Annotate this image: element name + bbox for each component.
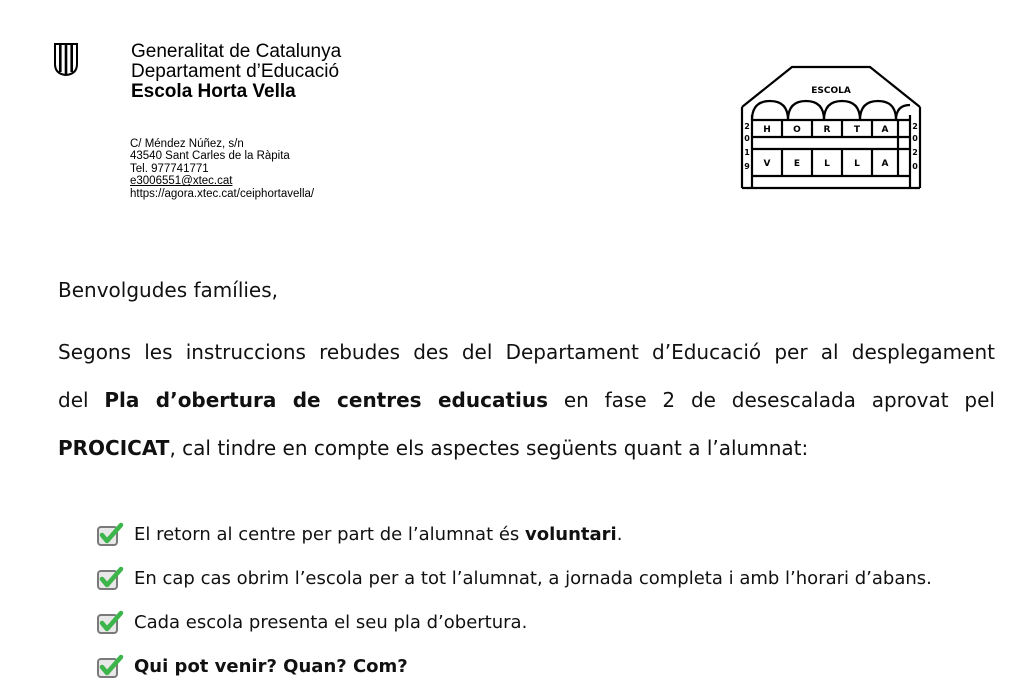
- text-run: El retorn al centre per part de l’alumnat és: [134, 523, 526, 545]
- checklist-item: [96, 644, 932, 688]
- text-run: .: [616, 523, 623, 545]
- school-address: [130, 138, 314, 200]
- plan-name-bold: Pla d’obertura de centres educatius: [104, 388, 549, 412]
- checkbox-checked-icon: [96, 521, 124, 547]
- school-logo: [740, 65, 922, 190]
- logo-letter: H: [763, 125, 771, 135]
- logo-letter: T: [853, 125, 861, 135]
- checklist-item: [96, 556, 932, 600]
- school-name: Escola Horta Vella: [131, 81, 296, 102]
- paragraph-line: [58, 328, 995, 376]
- procicat-bold: PROCICAT: [58, 436, 170, 460]
- logo-digit: 9: [744, 162, 750, 171]
- logo-digit: 0: [744, 134, 750, 143]
- text-run: en fase 2 de desescalada aprovat pel: [548, 388, 995, 412]
- checklist: [96, 512, 932, 688]
- voluntary-bold: voluntari: [525, 523, 617, 545]
- logo-letter: A: [881, 125, 889, 135]
- logo-digit: 2: [744, 122, 750, 131]
- text-run: Segons les instruccions rebudes des del Departament d’Educació per al desplegament: [58, 340, 995, 364]
- letter-greeting: Benvolgudes famílies,: [58, 278, 279, 302]
- letter-paragraph: [58, 328, 995, 472]
- checklist-text: En cap cas obrim l’escola per a tot l’alumnat, a jornada completa i amb l’horari d’abans.: [134, 567, 932, 589]
- logo-digit: 2: [912, 148, 918, 157]
- checkbox-checked-icon: [96, 653, 124, 679]
- logo-letter: R: [823, 125, 831, 135]
- address-web-link[interactable]: https://agora.xtec.cat/ceiphortavella/: [130, 187, 315, 200]
- paragraph-line: [58, 424, 995, 472]
- address-email-link[interactable]: e3006551@xtec.cat: [130, 175, 233, 188]
- department-name: Departament d’Educació: [131, 61, 340, 82]
- logo-letter: A: [881, 159, 889, 169]
- logo-digit: 0: [912, 134, 918, 143]
- address-street: C/ Méndez Núñez, s/n: [130, 138, 244, 150]
- text-run: , cal tindre en compte els aspectes següents quant a l’alumnat:: [169, 436, 809, 460]
- paragraph-line: [58, 376, 995, 424]
- gov-name: Generalitat de Catalunya: [131, 41, 342, 62]
- checklist-text-bold: Qui pot venir? Quan? Com?: [134, 655, 408, 677]
- logo-digit: 0: [912, 162, 918, 171]
- checkbox-checked-icon: [96, 565, 124, 591]
- logo-letter: O: [793, 125, 801, 135]
- address-phone: Tel. 977741771: [130, 162, 209, 175]
- logo-digit: 2: [912, 122, 918, 131]
- logo-letter: V: [763, 159, 771, 169]
- institution-header: [131, 42, 341, 102]
- logo-letter: E: [793, 159, 801, 169]
- checkbox-checked-icon: [96, 609, 124, 635]
- text-run: del: [58, 388, 105, 412]
- logo-letter: L: [824, 159, 830, 169]
- checklist-item: [96, 600, 932, 644]
- logo-digit: 1: [744, 148, 750, 157]
- address-city: 43540 Sant Carles de la Ràpita: [130, 150, 290, 163]
- checklist-item: [96, 512, 932, 556]
- school-logo-title: ESCOLA: [811, 86, 851, 96]
- checklist-text: Cada escola presenta el seu pla d’obertura.: [134, 611, 528, 633]
- generalitat-logo-icon: [52, 42, 80, 76]
- logo-letter: L: [854, 159, 860, 169]
